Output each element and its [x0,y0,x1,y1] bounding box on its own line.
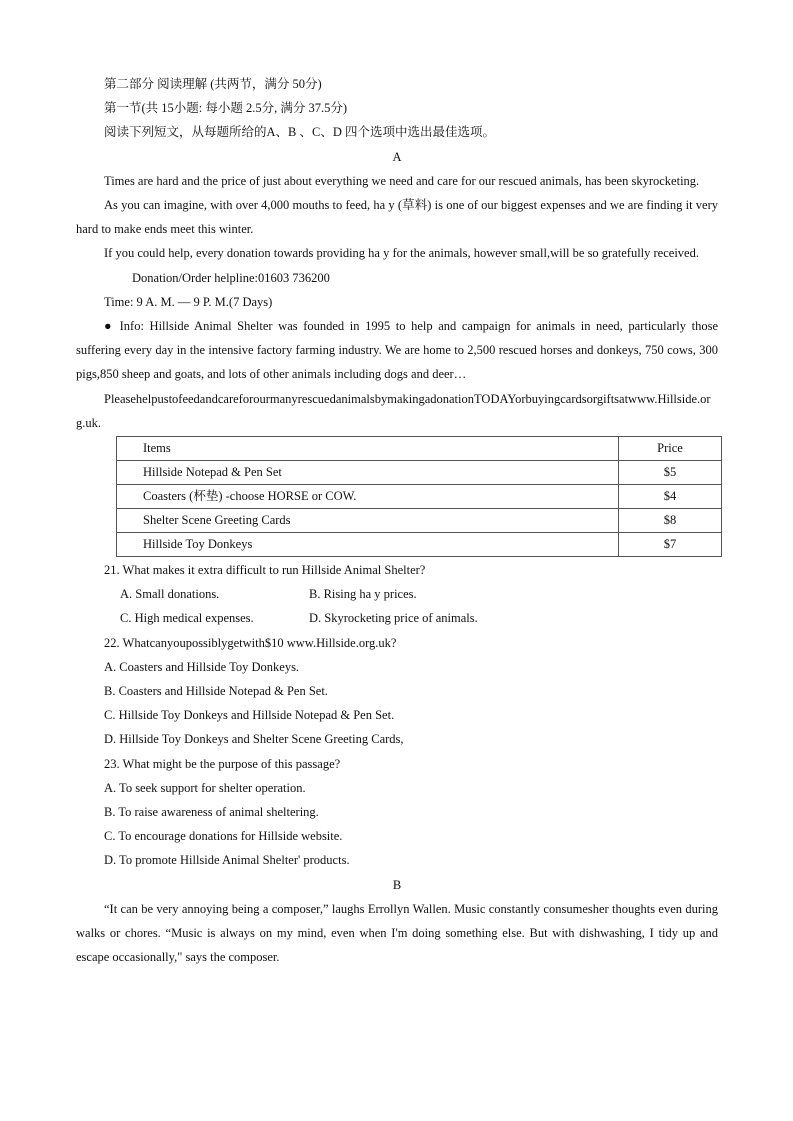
instruction-text: 阅读下列短文，从每题所给的A、B 、C、D 四个选项中选出最佳选项。 [104,125,495,140]
question-22-option-c[interactable]: C. Hillside Toy Donkeys and Hillside Notepad & Pen Set. [104,708,395,723]
question-22-option-d[interactable]: D. Hillside Toy Donkeys and Shelter Scene Greeting Cards, [104,732,404,747]
table-row [117,509,722,533]
donation-request: PleasehelpustofeedandcareforourmanyrescuedanimalsbymakingadonationTODAYorbuyingcardsorgiftsatwww.Hillside.org.uk. [76,391,711,430]
table-cell-item: Coasters (杯垫) -choose HORSE or COW. [117,485,619,509]
passage-b-label: B [392,877,402,892]
items-price-table [116,436,722,557]
question-22-option-a[interactable]: A. Coasters and Hillside Toy Donkeys. [104,659,300,674]
question-21-option-a[interactable]: A. Small donations. [120,587,220,602]
question-23-option-a[interactable]: A. To seek support for shelter operation. [104,780,306,795]
table-header-price: Price [619,437,722,461]
question-23-option-b[interactable]: B. To raise awareness of animal sheltering. [104,805,319,820]
table-row [117,461,722,485]
passage-a-label: A [392,149,402,164]
passage-a-paragraph-1: Times are hard and the price of just about everything we need and care for our rescued animals, has been skyrocketing. [104,173,700,188]
question-21-option-c[interactable]: C. High medical expenses. [120,611,254,626]
table-cell-price: $4 [619,485,722,509]
question-23-stem: 23. What might be the purpose of this passage? [104,756,341,771]
question-21-option-d[interactable]: D. Skyrocketing price of animals. [309,611,478,626]
table-cell-item: Hillside Notepad & Pen Set [117,461,619,485]
donation-helpline: Donation/Order helpline:01603 736200 [132,270,330,285]
question-21-options-row-1 [76,582,718,606]
table-cell-price: $8 [619,509,722,533]
part-heading: 第二部分 阅读理解 (共两节，满分 50分) [104,77,322,91]
question-21-option-b[interactable]: B. Rising ha y prices. [309,587,417,602]
question-23-option-c[interactable]: C. To encourage donations for Hillside website. [104,829,343,844]
section-heading: 第一节(共 15小题: 每小题 2.5分, 满分 37.5分) [104,101,348,116]
shelter-info: ● Info: Hillside Animal Shelter was founded in 1995 to help and campaign for animals in need, particularly those suffering every day in the intensive factory farming industry. We are home to 2,500 rescued horses and donkeys, 750 cows, 300 pigs,850 sheep and goats, and lots of other animals including dogs and deer… [76,319,718,382]
exam-page [76,72,718,970]
question-21-stem: 21. What makes it extra difficult to run Hillside Animal Shelter? [104,563,426,578]
table-header-row [117,437,722,461]
question-22-option-b[interactable]: B. Coasters and Hillside Notepad & Pen Set. [104,684,328,699]
question-21-options-row-2 [76,606,718,630]
question-22-stem: 22. Whatcanyoupossiblygetwith$10 www.Hillside.org.uk? [104,635,397,650]
table-row [117,533,722,557]
table-cell-item: Hillside Toy Donkeys [117,533,619,557]
passage-b-paragraph-1: “It can be very annoying being a composer,” laughs Errollyn Wallen. Music constantly consumesher thoughts even during walks or chores. “Music is always on my mind, even when I'm doing something else. But with dishwashing, I tidy up and escape occasionally," says the composer. [76,901,718,965]
table-cell-item: Shelter Scene Greeting Cards [117,509,619,533]
table-header-items: Items [117,437,619,461]
table-cell-price: $5 [619,461,722,485]
passage-a-paragraph-3: If you could help, every donation towards providing ha y for the animals, however small,will be so gratefully received. [104,246,699,261]
table-row [117,485,722,509]
helpline-time: Time: 9 A. M. — 9 P. M.(7 Days) [104,294,273,309]
question-23-option-d[interactable]: D. To promote Hillside Animal Shelter' products. [104,853,350,868]
table-cell-price: $7 [619,533,722,557]
passage-a-paragraph-2: As you can imagine, with over 4,000 mouths to feed, ha y (草料) is one of our biggest expenses and we are finding it very hard to make ends meet this winter. [76,198,718,237]
